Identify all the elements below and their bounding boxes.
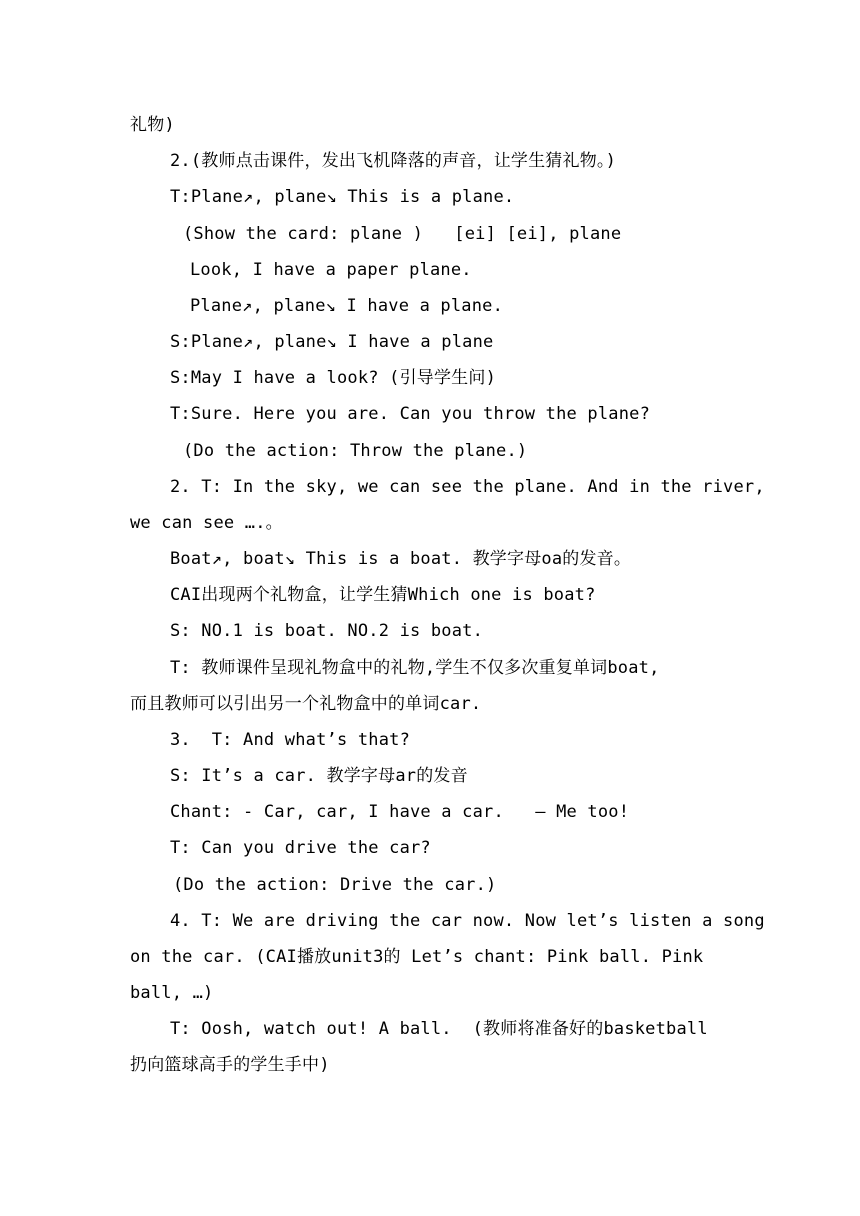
text-line: S: NO.1 is boat. NO.2 is boat. bbox=[170, 621, 484, 641]
text-line: S:May I have a look? (引导学生问) bbox=[170, 368, 497, 388]
text-line: 4. T: We are driving the car now. Now let’s listen a song bbox=[170, 911, 765, 931]
text-line: S: It’s a car. 教学字母ar的发音 bbox=[170, 766, 468, 786]
text-line: (Do the action: Drive the car.) bbox=[173, 875, 497, 895]
text-line: CAI出现两个礼物盒，让学生猜Which one is boat? bbox=[170, 585, 596, 605]
text-line: Chant: - Car, car, I have a car. – Me too! bbox=[170, 802, 630, 822]
text-line: T: Can you drive the car? bbox=[170, 838, 431, 858]
text-line: (Show the card: plane ) [ei] [ei], plane bbox=[183, 224, 622, 244]
text-line: 扔向篮球高手的学生手中) bbox=[130, 1055, 330, 1075]
text-line: 而且教师可以引出另一个礼物盒中的单词car. bbox=[130, 694, 482, 714]
text-line: Boat↗, boat↘ This is a boat. 教学字母oa的发音。 bbox=[170, 549, 632, 569]
text-line: T: 教师课件呈现礼物盒中的礼物,学生不仅多次重复单词boat, bbox=[170, 658, 660, 678]
text-line: 3. T: And what’s that? bbox=[170, 730, 411, 750]
text-line: 2. T: In the sky, we can see the plane. And in the river, bbox=[170, 477, 765, 497]
text-line: Look, I have a paper plane. bbox=[190, 260, 472, 280]
text-line: (Do the action: Throw the plane.) bbox=[183, 441, 528, 461]
text-line: 2.(教师点击课件，发出飞机降落的声音，让学生猜礼物。) bbox=[170, 151, 617, 171]
text-line: 礼物) bbox=[130, 115, 175, 135]
text-line: T:Plane↗, plane↘ This is a plane. bbox=[170, 187, 515, 207]
text-line: ball, …) bbox=[130, 983, 214, 1003]
text-line: T: Oosh, watch out! A ball. (教师将准备好的basketball bbox=[170, 1019, 708, 1039]
text-line: Plane↗, plane↘ I have a plane. bbox=[190, 296, 504, 316]
text-line: we can see ….。 bbox=[130, 513, 283, 533]
text-line: on the car. (CAI播放unit3的 Let’s chant: Pink ball. Pink bbox=[130, 947, 704, 967]
text-line: S:Plane↗, plane↘ I have a plane bbox=[170, 332, 494, 352]
text-line: T:Sure. Here you are. Can you throw the plane? bbox=[170, 404, 651, 424]
